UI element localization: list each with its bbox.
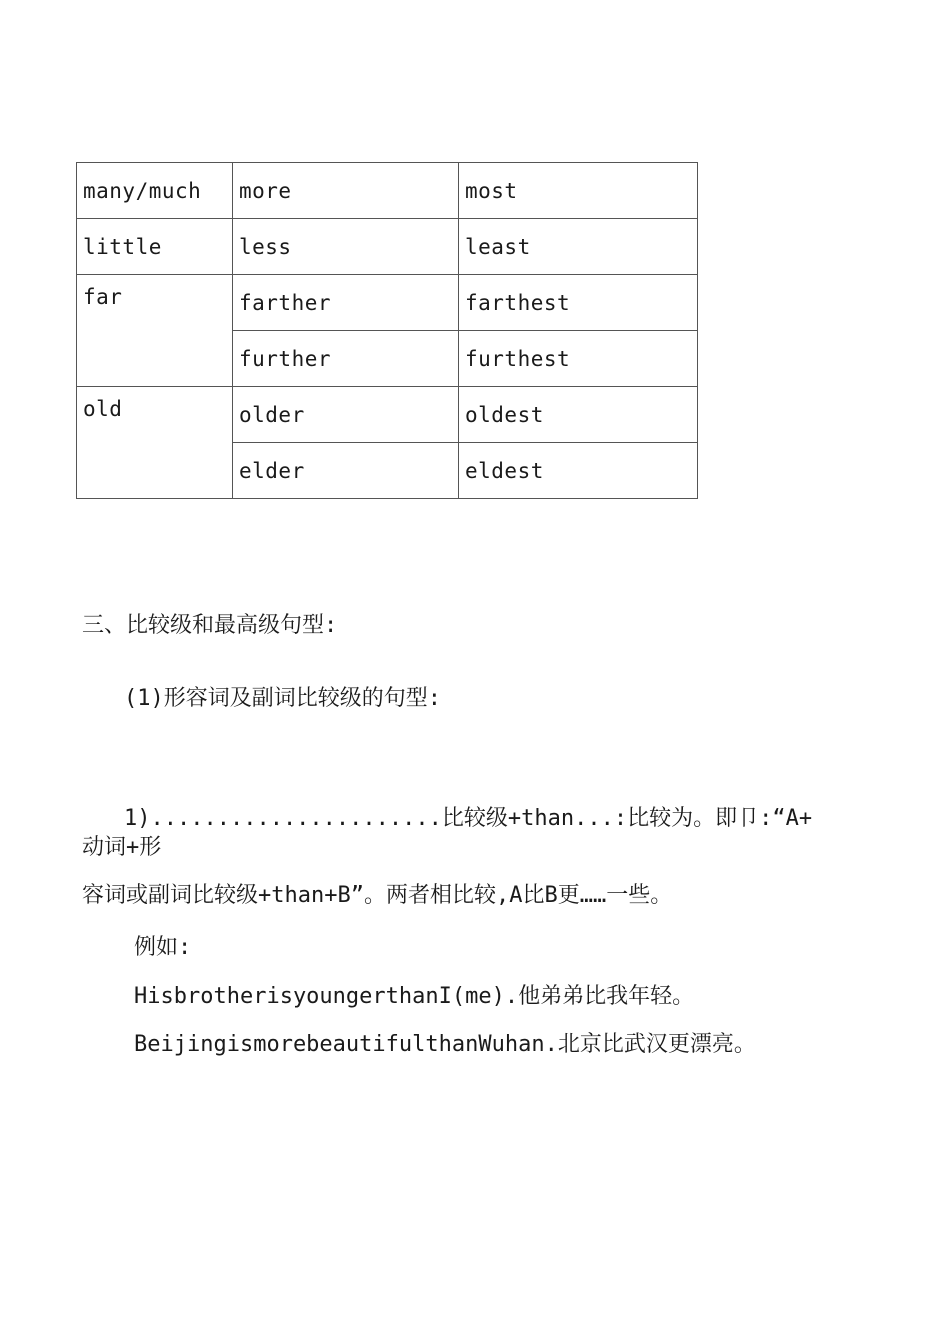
example-sentence: HisbrotherisyoungerthanI(me).他弟弟比我年轻。 <box>134 984 695 1009</box>
section-subheading: (1)形容词及副词比较级的句型: <box>124 686 441 711</box>
table-row <box>77 387 698 443</box>
example-sentence: BeijingismorebeautifulthanWuhan.北京比武汉更漂亮。 <box>134 1032 756 1057</box>
table-cell-comparative: more <box>233 163 459 219</box>
table-cell-base: far <box>77 275 233 387</box>
table-cell-superlative: most <box>459 163 698 219</box>
comparison-forms-table <box>76 162 698 499</box>
table-cell-base: old <box>77 387 233 499</box>
table-cell-base: many/much <box>77 163 233 219</box>
table-cell-comparative: elder <box>233 443 459 499</box>
rule-text-line: 动词+形 <box>82 835 162 860</box>
table-cell-superlative: least <box>459 219 698 275</box>
table-cell-comparative: farther <box>233 275 459 331</box>
table-cell-superlative: furthest <box>459 331 698 387</box>
table-row <box>77 163 698 219</box>
rule-text-line: 容词或副词比较级+than+B”。两者相比较,A比B更……一些。 <box>82 883 673 908</box>
table-cell-superlative: farthest <box>459 275 698 331</box>
table-cell-superlative: eldest <box>459 443 698 499</box>
section-heading: 三、比较级和最高级句型: <box>82 613 338 638</box>
table-cell-comparative: less <box>233 219 459 275</box>
table-cell-base: little <box>77 219 233 275</box>
example-label: 例如: <box>134 935 192 960</box>
table-cell-comparative: older <box>233 387 459 443</box>
table-row <box>77 219 698 275</box>
table-cell-comparative: further <box>233 331 459 387</box>
table-cell-superlative: oldest <box>459 387 698 443</box>
table-row <box>77 275 698 331</box>
rule-text-line: 1)......................比较级+than...:比较为。即卩:“A+ <box>124 806 813 831</box>
